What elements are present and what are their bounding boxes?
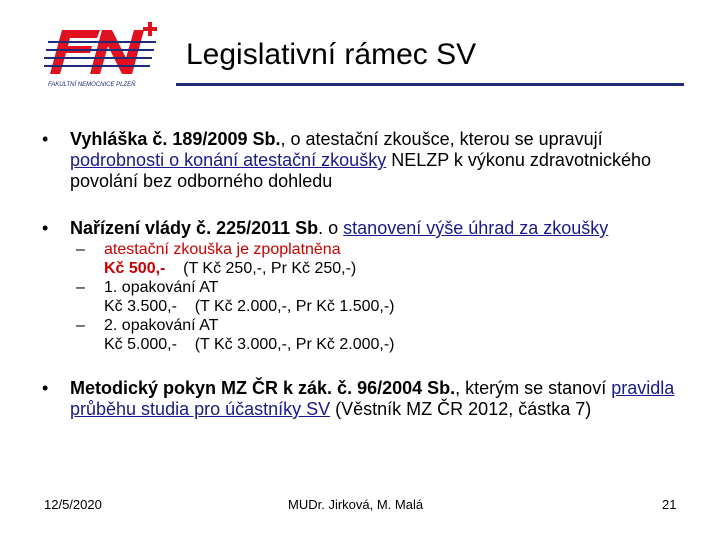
sub-repeat2-amount: Kč 5.000,- — [104, 336, 177, 353]
vyhlaska-link[interactable]: podrobnosti o konání atestační zkoušky — [70, 150, 387, 170]
sub-dash: – — [76, 317, 85, 334]
narizeni-title: Nařízení vlády č. 225/2011 Sb — [70, 218, 319, 238]
bullet-metodicky — [70, 378, 690, 420]
bullet-narizeni — [70, 218, 690, 239]
sub-dash: – — [76, 279, 85, 296]
slide-title: Legislativní rámec SV — [186, 38, 477, 71]
sub-repeat2-line1: 2. opakování AT — [104, 317, 219, 334]
fn-plzen-logo — [44, 22, 162, 92]
logo-caption: FAKULTNÍ NEMOCNICE PLZEŇ — [48, 82, 136, 88]
sub-repeat1-line1: 1. opakování AT — [104, 279, 219, 296]
metodicky-title: Metodický pokyn MZ ČR k zák. č. 96/2004 Sb. — [70, 378, 456, 398]
footer-page-number: 21 — [662, 497, 677, 512]
vyhlaska-text1: , o atestační zkoušce, kterou se upravují — [280, 129, 603, 149]
metodicky-text1: , kterým se stanoví — [455, 378, 612, 398]
narizeni-link[interactable]: stanovení výše úhrad za zkoušky — [343, 218, 609, 238]
bullet-vyhlaska — [70, 129, 690, 192]
footer-author: MUDr. Jirková, M. Malá — [288, 497, 424, 512]
bullet-marker: • — [42, 129, 49, 149]
metodicky-link[interactable]: pravidla průběhu studia pro účastníky SV — [70, 378, 675, 419]
sub-repeat1-detail: (T Kč 2.000,-, Pr Kč 1.500,-) — [194, 298, 395, 315]
sub-item-fee — [104, 240, 664, 278]
sub-repeat1-amount: Kč 3.500,- — [104, 298, 177, 315]
footer-date: 12/5/2020 — [44, 497, 102, 512]
vyhlaska-title: Vyhláška č. 189/2009 Sb. — [70, 129, 281, 149]
vyhlaska-text2: NELZP k výkonu zdravotnického povolání bez odborného dohledu — [70, 150, 651, 191]
sub-item-repeat1 — [104, 278, 664, 316]
bullet-marker: • — [42, 218, 49, 238]
metodicky-text2: (Věstník MZ ČR 2012, částka 7) — [330, 399, 592, 419]
sub-fee-amount: Kč 500,- — [104, 260, 166, 277]
sub-repeat2-detail: (T Kč 3.000,-, Pr Kč 2.000,-) — [194, 336, 395, 353]
sub-item-repeat2 — [104, 316, 664, 354]
bullet-marker: • — [42, 378, 49, 398]
narizeni-text1: . o — [318, 218, 344, 238]
sub-fee-detail: (T Kč 250,-, Pr Kč 250,-) — [183, 260, 357, 277]
sub-dash: – — [76, 241, 85, 258]
title-rule — [176, 83, 684, 86]
sub-fee-line1: atestační zkouška je zpoplatněna — [104, 241, 341, 258]
